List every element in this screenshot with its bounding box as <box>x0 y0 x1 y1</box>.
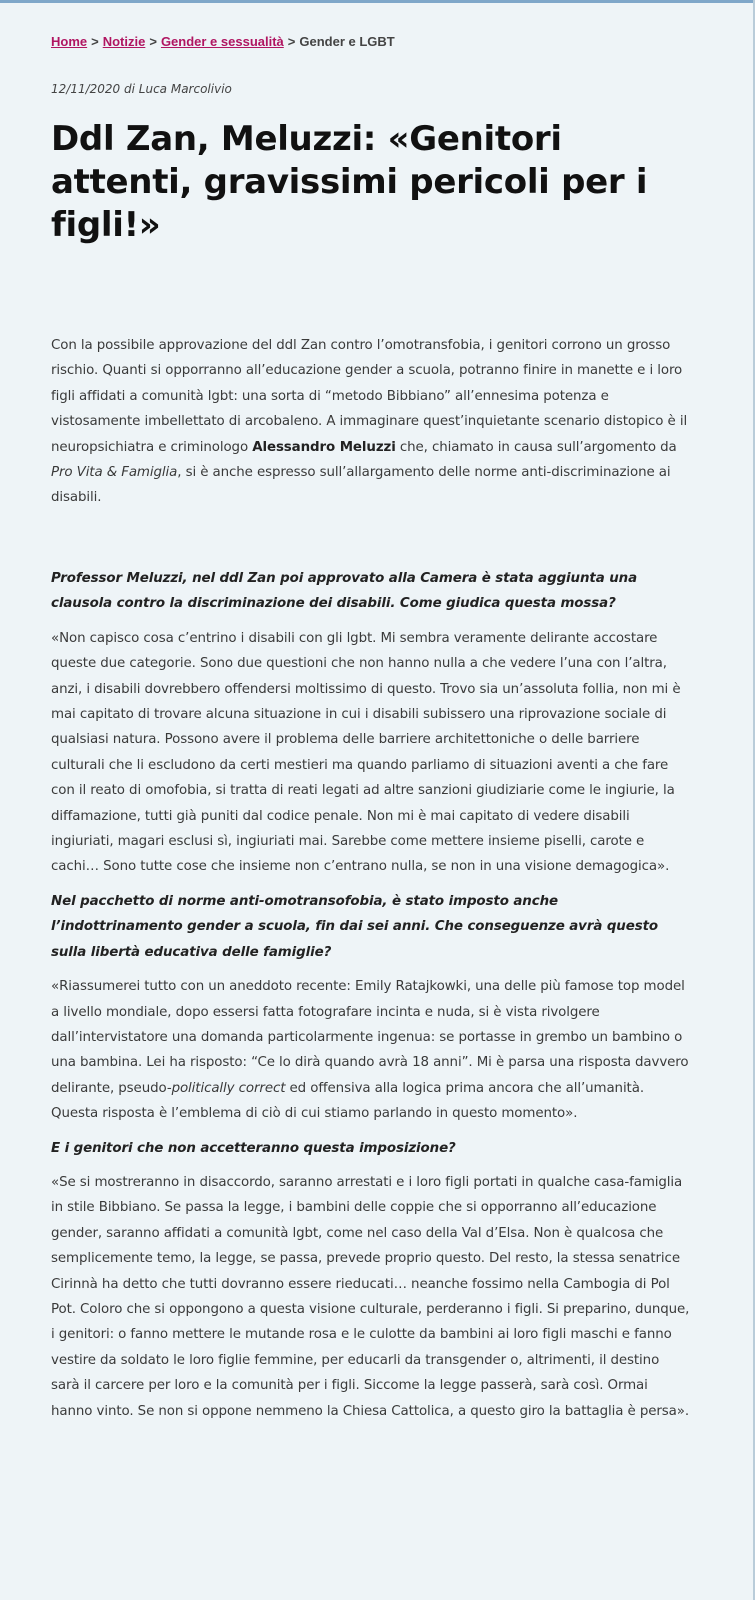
emphasis-text: politically correct <box>171 1080 286 1096</box>
interview <box>51 566 691 1433</box>
top-border <box>0 0 755 3</box>
source-name: Pro Vita & Famiglia <box>51 465 178 481</box>
breadcrumb-current: Gender e LGBT <box>299 34 395 49</box>
article-by: di <box>124 82 135 96</box>
breadcrumb-separator: > <box>91 34 99 49</box>
intro-text: , si è anche espresso sull’allargamento delle norme anti-discriminazione ai disabili. <box>51 465 671 506</box>
question-1: Professor Meluzzi, nel ddl Zan poi approvato alla Camera è stata aggiunta una clausola contro la discriminazione dei disabili. Come giudica questa mossa? <box>51 571 638 612</box>
breadcrumb <box>51 34 395 49</box>
article-meta <box>51 82 232 96</box>
interviewee-name: Alessandro Meluzzi <box>252 439 396 455</box>
answer-3: «Se si mostreranno in disaccordo, saranno arrestati e i loro figli portati in qualche casa-famiglia in stile Bibbiano. Se passa la legge, i bambini delle coppie che si opporranno all’educazione gender, saranno affidati a comunità lgbt, come nel caso della Val d’Elsa. Non è qualcosa che semplicemente temo, la legge, se passa, prevede proprio questo. Del resto, la stessa senatrice Cirinnà ha detto che tutti dovranno essere rieducati… neanche fossimo nella Cambogia di Pol Pot. Coloro che si oppongono a questa visione culturale, perderanno i figli. Si preparino, dunque, i genitori: o fanno mettere le mutande rosa e le culotte da bambini ai loro figli maschi e fanno vestire da soldato le loro figlie femmine, per educarli da transgender o, altrimenti, il destino sarà il carcere per loro e la comunità per i figli. Siccome la legge passerà, sarà così. Ormai hanno vinto. Se non si oppone nemmeno la Chiesa Cattolica, a questo giro la battaglia è persa». <box>51 1174 690 1419</box>
breadcrumb-separator: > <box>149 34 157 49</box>
article-intro <box>51 333 691 520</box>
question-2: Nel pacchetto di norme anti-omotransofobia, è stato imposto anche l’indottrinamento gender a scuola, fin dai sei anni. Che conseguenze avrà questo sulla libertà educativa delle famiglie? <box>51 893 658 960</box>
answer-text: «Riassumerei tutto con un aneddoto recente: Emily Ratajkowki, una delle più famose top model a livello mondiale, dopo essersi fatta fotografare incinta e nuda, si è vista rivolgere dall’intervistatore una domanda particolarmente ingenua: se portasse in grembo un bambino o una bambina. Lei ha risposto: “Ce lo dirà quando avrà 18 anni”. Mi è parsa una risposta davvero delirante, pseudo- <box>51 979 689 1096</box>
intro-text: Con la possibile approvazione del ddl Zan contro l’omotransfobia, i genitori corrono un grosso rischio. Quanti si opporranno all’educazione gender a scuola, potranno finire in manette e i loro figli affidati a comunità lgbt: una sorta di “metodo Bibbiano” all’ennesima potenza e vistosamente imbellettato di arcobaleno. A immaginare quest’inquietante scenario distopico è il neuropsichiatra e criminologo <box>51 338 688 455</box>
breadcrumb-category-link[interactable]: Gender e sessualità <box>160 34 284 49</box>
breadcrumb-separator: > <box>287 34 296 49</box>
answer-2 <box>51 974 691 1126</box>
breadcrumb-news-link[interactable]: Notizie <box>102 34 146 49</box>
answer-text: ed offensiva alla logica prima ancora che all’umanità. Questa risposta è l’emblema di ciò di cui stiamo parlando in questo momento». <box>51 1080 644 1122</box>
intro-paragraph <box>51 333 691 511</box>
article-title: Ddl Zan, Meluzzi: «Genitori attenti, gravissimi pericoli per i figli!» <box>51 119 648 245</box>
article-author: Luca Marcolivio <box>138 82 232 96</box>
question-3: E i genitori che non accetteranno questa imposizione? <box>51 1140 456 1156</box>
breadcrumb-home-link[interactable]: Home <box>51 34 88 49</box>
article-date: 12/11/2020 <box>51 82 121 96</box>
answer-1: «Non capisco cosa c’entrino i disabili con gli lgbt. Mi sembra veramente delirante accostare queste due categorie. Sono due questioni che non hanno nulla a che vedere l’una con l’altra, anzi, i disabili dovrebbero offendersi moltissimo di questo. Trovo sia un’assoluta follia, non mi è mai capitato di trovare alcuna situazione in cui i disabili subissero una riprovazione sociale di qualsiasi natura. Possono avere il problema delle barriere architettoniche o delle barriere culturali che li escludono da certi mestieri ma quando parliamo di situazioni aventi a che fare con il reato di omofobia, si tratta di reati legati ad altre sanzioni giudiziarie come le ingiurie, la diffamazione, tutti già puniti dal codice penale. Non mi è mai capitato di vedere disabili ingiuriati, magari esclusi sì, ingiuriati mai. Sarebbe come mettere insieme piselli, carote e cachi… Sono tutte cose che insieme non c’entrano nulla, se non in una visione demagogica». <box>51 630 681 875</box>
intro-text: che, chiamato in causa sull’argomento da <box>395 439 677 455</box>
